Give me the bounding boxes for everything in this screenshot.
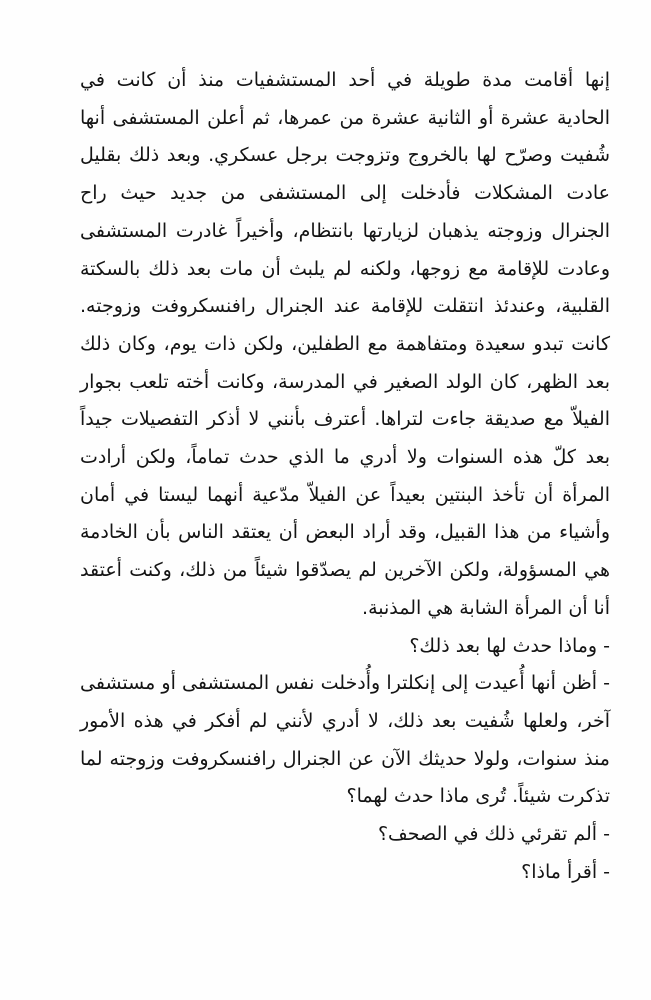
narrative-paragraph: إنها أقامت مدة طويلة في أحد المستشفيات منذ أن كانت في الحادية عشرة أو الثانية عشرة من عمرها، ثم أعلن المستشفى أنها شُفيت وصرّح لها بالخروج وتزوجت برجل عسكري. وبعد ذلك بقليل عادت المشكلات فأدخلت إلى المستشفى من جديد حيث راح الجنرال وزوجته يذهبان لزيارتها بانتظام، وأخيراً غادرت المستشفى وعادت للإقامة مع زوجها، ولكنه لم يلبث أن مات بعد ذلك بالسكتة القلبية، وعندئذ انتقلت للإقامة عند الجنرال رافنسكروفت وزوجته. كانت تبدو سعيدة ومتفاهمة مع الطفلين، ولكن ذات يوم، وكان ذلك بعد الظهر، كان الولد الصغير في المدرسة، وكانت أخته تلعب بجوار الفيلاّ مع صديقة جاءت لتراها. أعترف بأنني لا أذكر التفصيلات جيداً بعد كلّ هذه السنوات ولا أدري ما الذي حدث تماماً، ولكن أرادت المرأة أن تأخذ البنتين بعيداً عن الفيلاّ مدّعية أنهما ليستا في أمان وأشياء من هذا القبيل، وقد أراد البعض أن يعتقد الناس بأن الخادمة هي المسؤولة، ولكن الآخرين لم يصدّقوا شيئاً من ذلك، وكنت أعتقد أنا أن المرأة الشابة هي المذنبة. (80, 69, 610, 619)
dialogue-line-question: - وماذا حدث لها بعد ذلك؟ (409, 634, 610, 657)
dialogue-line-answer: - أظن أنها أُعيدت إلى إنكلترا وأُدخلت نفس المستشفى أو مستشفى آخر، ولعلها شُفيت بعد ذلك، لا أدري لأنني لم أفكر في هذه الأمور منذ سنوات، ولولا حديثك الآن عن الجنرال رافنسكروفت وزوجته لما تذكرت شيئاً. تُرى ماذا حدث لهما؟ (80, 672, 610, 808)
page-text (80, 62, 610, 891)
dialogue-line-read-what: - أقرأ ماذا؟ (521, 860, 610, 883)
dialogue-line-newspaper-question: - ألم تقرئي ذلك في الصحف؟ (377, 823, 610, 846)
